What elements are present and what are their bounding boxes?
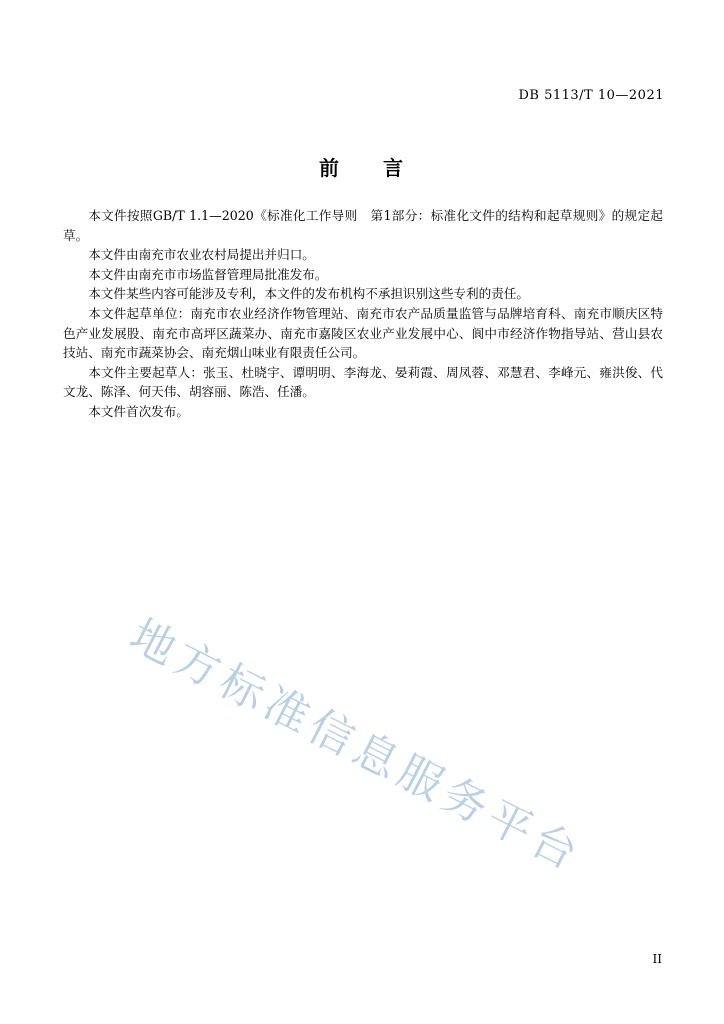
page-number: II — [652, 952, 662, 966]
page-title-left: 前 — [319, 156, 342, 180]
watermark: 地方标准信息服务平台 — [121, 609, 591, 883]
paragraph: 本文件起草单位：南充市农业经济作物管理站、南充市农产品质量监管与品牌培育科、南充市顺庆区特色产业发展股、南充市高坪区蔬菜办、南充市嘉陵区农业产业发展中心、阆中市经济作物指导站、营山县农技站、南充市蔬菜协会、南充烟山味业有限责任公司。 — [63, 305, 663, 361]
page-title — [0, 152, 724, 181]
standard-number-header: DB 5113/T 10—2021 — [518, 88, 664, 103]
paragraph: 本文件主要起草人：张玉、杜晓宇、谭明明、李海龙、晏莉霞、周凤蓉、邓慧君、李峰元、雍洪俊、代文龙、陈泽、何天伟、胡容丽、陈浩、任潘。 — [63, 364, 663, 400]
foreword-body — [63, 206, 663, 422]
paragraph: 本文件某些内容可能涉及专利，本文件的发布机构不承担识别这些专利的责任。 — [88, 286, 529, 302]
paragraph: 本文件按照GB/T 1.1—2020《标准化工作导则 第1部分：标准化文件的结构和起草规则》的规定起草。 — [63, 208, 663, 243]
paragraph: 本文件由南充市农业农村局提出并归口。 — [88, 247, 315, 263]
page-title-right: 言 — [382, 156, 405, 180]
paragraph: 本文件由南充市市场监督管理局批准发布。 — [88, 266, 328, 282]
paragraph: 本文件首次发布。 — [88, 403, 189, 419]
